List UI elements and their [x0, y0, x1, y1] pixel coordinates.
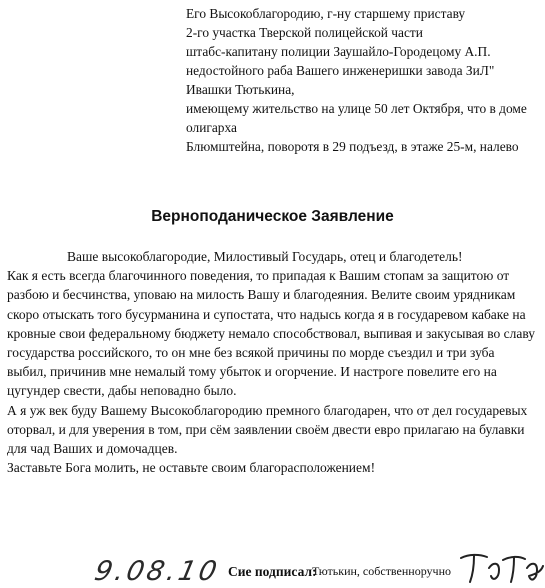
body-paragraph: А я уж век буду Вашему Высокоблагородию премного благодарен, что от дел государевых оторвал, и для уверения в том, при сём заявлении своём двести евро прилагаю на булавки для чад Ваших и домочадцев. — [7, 402, 528, 457]
handwritten-date: 9.08.10 — [91, 556, 223, 587]
signed-label: Сие подписал: — [228, 564, 317, 579]
handwritten-signature — [455, 548, 545, 588]
addressee-line: Блюмштейна, поворотя в 29 подъезд, в этаже 25-м, налево — [186, 139, 519, 154]
document-body — [7, 247, 535, 477]
addressee-line: Его Высокоблагородию, г-ну старшему приставу — [186, 6, 466, 21]
addressee-block — [186, 4, 536, 156]
signer-text: Тютькин, собственноручно — [312, 564, 451, 578]
addressee-line: имеющему жительство на улице 50 лет Октября, что в доме олигарха — [186, 101, 527, 135]
closing-line: Заставьте Бога молить, не оставьте своим благорасположением! — [7, 460, 376, 476]
addressee-line: штабс-капитану полиции Заушайло-Городецому А.П. — [186, 44, 491, 59]
greeting: Ваше высокоблагородие, Милостивый Государь, отец и благодетель! — [67, 249, 463, 264]
document-title: Верноподаническое Заявление — [151, 208, 394, 225]
addressee-line: Ивашки Тютькина, — [186, 82, 295, 97]
addressee-line: 2-го участка Тверской полицейской части — [186, 25, 423, 40]
body-paragraph: Как я есть всегда благочинного поведения, то припадая к Вашим стопам за защитою от разбою и бесчинства, уповаю на милость Вашу и благодеяния. Велите своим урядникам скоро отыскать того бусурманина и супостата, что надысь когда я в государевом кабаке на кровные свои федеральному бюджету немало способствовал, выпивая и закусывая во славу государства российского, то он мне без всякой причины по морде съездил и три зуба выбил, причинив мне немалый тому убыток и огорчение. И настроге повелите его на цугундер свести, дабы неповадно было. — [7, 268, 536, 399]
addressee-line: недостойного раба Вашего инженеришки завода ЗиЛ" — [186, 63, 495, 78]
